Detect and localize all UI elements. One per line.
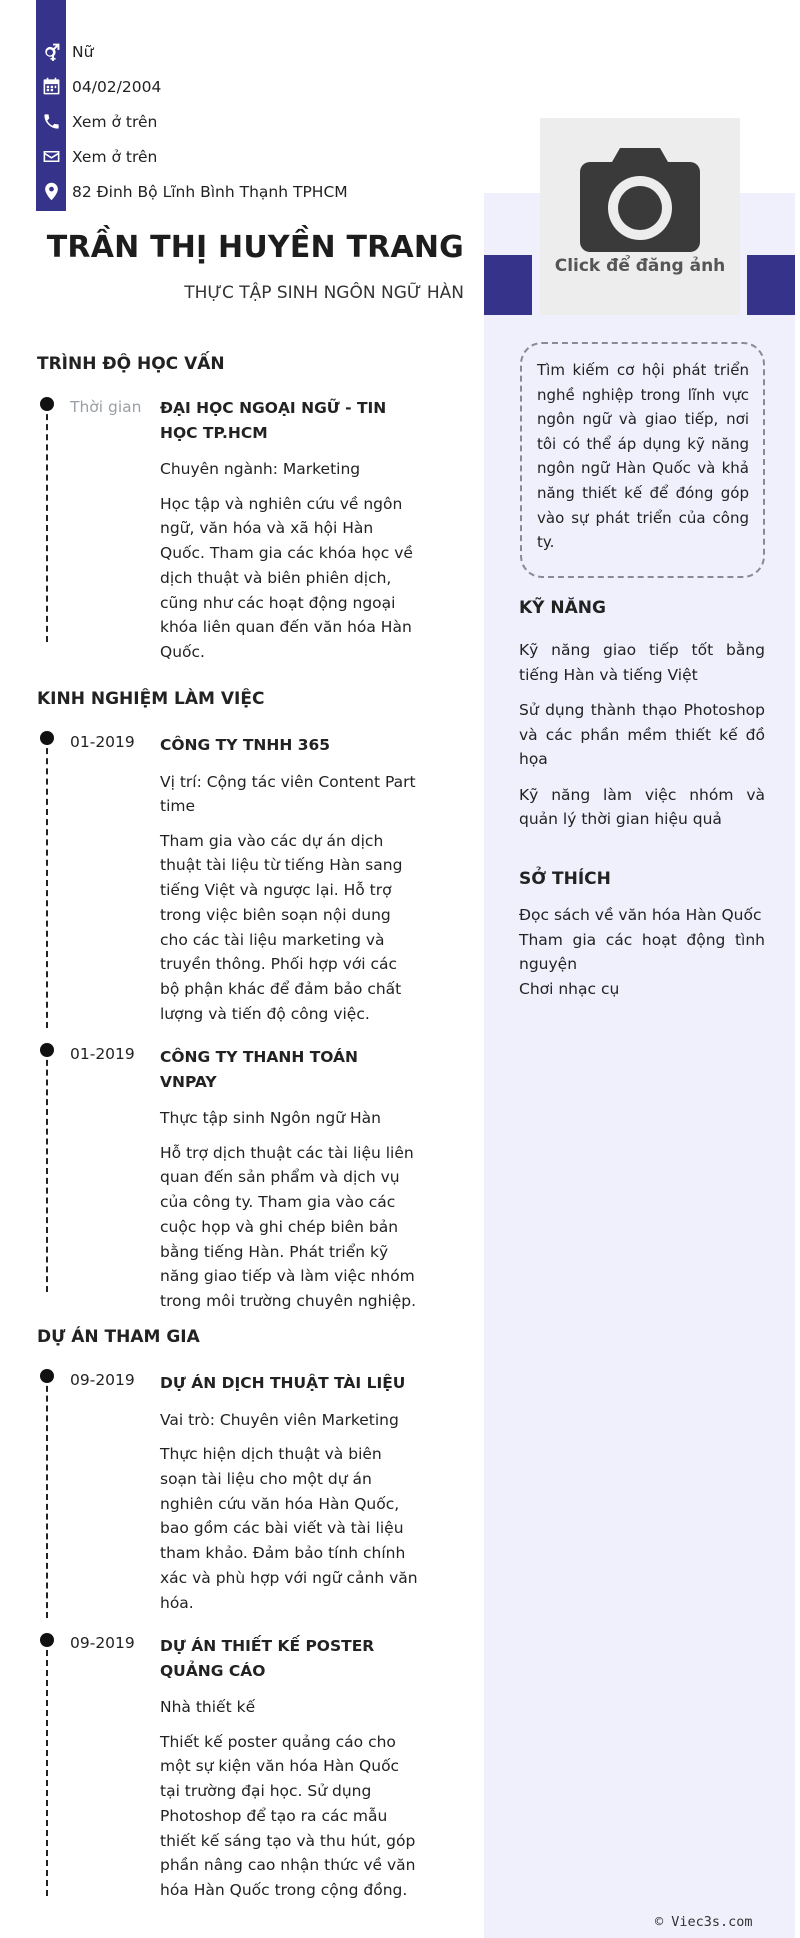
entry-organization: DỰ ÁN DỊCH THUẬT TÀI LIỆU	[160, 1374, 406, 1392]
gender-icon	[36, 34, 66, 69]
candidate-name: TRẦN THỊ HUYỀN TRANG	[46, 230, 464, 265]
contact-address	[36, 174, 348, 209]
photo-upload-caption: Click để đăng ảnh	[554, 256, 726, 276]
entry-role: Thực tập sinh Ngôn ngữ Hàn	[160, 1109, 381, 1127]
contact-birthday	[36, 69, 348, 104]
projects-timeline-line	[46, 1376, 48, 1618]
hobby-item: Chơi nhạc cụ	[519, 979, 620, 998]
entry-role: Nhà thiết kế	[160, 1698, 256, 1716]
birthday-value: 04/02/2004	[72, 77, 162, 96]
email-value: Xem ở trên	[72, 147, 158, 166]
projects-heading: DỰ ÁN THAM GIA	[37, 1327, 200, 1347]
hobbies-heading: SỞ THÍCH	[519, 869, 611, 889]
contact-list	[36, 34, 348, 209]
project-date: 09-2019	[70, 1634, 135, 1652]
calendar-icon	[36, 69, 66, 104]
experience-entry	[160, 1045, 418, 1314]
project-entry	[160, 1634, 418, 1903]
entry-role: Vị trí: Cộng tác viên Content Part time	[160, 772, 416, 815]
entry-organization: ĐẠI HỌC NGOẠI NGỮ - TIN HỌC TP.HCM	[160, 399, 387, 442]
copyright-footer: © Viec3s.com	[655, 1914, 753, 1930]
timeline-dot	[40, 731, 54, 745]
skill-item: Kỹ năng làm việc nhóm và quản lý thời gian hiệu quả	[519, 785, 765, 828]
phone-icon	[36, 104, 66, 139]
contact-gender	[36, 34, 348, 69]
skills-list	[519, 638, 765, 843]
entry-description: Thiết kế poster quảng cáo cho một sự kiện văn hóa Hàn Quốc tại trường đại học. Sử dụng Photoshop để tạo ra các mẫu thiết kế sáng tạo và thu hút, góp phần nâng cao nhận thức về văn hóa Hàn Quốc trong cộng đồng.	[160, 1732, 416, 1900]
photo-upload-button[interactable]	[540, 118, 740, 315]
skill-item: Kỹ năng giao tiếp tốt bằng tiếng Hàn và tiếng Việt	[519, 641, 765, 684]
entry-organization: CÔNG TY THANH TOÁN VNPAY	[160, 1048, 359, 1091]
education-entry	[160, 396, 418, 665]
project-entry	[160, 1371, 418, 1616]
experience-date: 01-2019	[70, 733, 135, 751]
entry-description: Thực hiện dịch thuật và biên soạn tài liệu cho một dự án nghiên cứu văn hóa Hàn Quốc, bao gồm các bài viết và tài liệu tham khảo. Đảm bảo tính chính xác và phù hợp với ngữ cảnh văn hóa.	[160, 1445, 418, 1612]
contact-phone	[36, 104, 348, 139]
education-date: Thời gian	[70, 398, 142, 416]
experience-timeline-line	[46, 1050, 48, 1292]
experience-timeline-line	[46, 738, 48, 1028]
phone-value: Xem ở trên	[72, 112, 158, 131]
entry-description: Học tập và nghiên cứu về ngôn ngữ, văn hóa và xã hội Hàn Quốc. Tham gia các khóa học về dịch thuật và biên phiên dịch, cũng như các hoạt động ngoại khóa liên quan đến văn hóa Hàn Quốc.	[160, 494, 413, 662]
experience-entry	[160, 733, 418, 1027]
timeline-dot	[40, 1369, 54, 1383]
experience-date: 01-2019	[70, 1045, 135, 1063]
address-value: 82 Đinh Bộ Lĩnh Bình Thạnh TPHCM	[72, 182, 348, 201]
contact-email	[36, 139, 348, 174]
timeline-dot	[40, 1633, 54, 1647]
timeline-dot	[40, 1043, 54, 1057]
experience-heading: KINH NGHIỆM LÀM VIỆC	[37, 689, 265, 709]
camera-icon	[580, 146, 700, 252]
education-timeline-line	[46, 404, 48, 642]
entry-description: Hỗ trợ dịch thuật các tài liệu liên quan đến sản phẩm và dịch vụ của công ty. Tham gia vào các cuộc họp và ghi chép biên bản bằng tiếng Hàn. Phát triển kỹ năng giao tiếp và làm việc nhóm trong môi trường chuyên nghiệp.	[160, 1143, 417, 1311]
education-heading: TRÌNH ĐỘ HỌC VẤN	[37, 354, 225, 374]
gender-value: Nữ	[72, 42, 94, 61]
hobby-item: Đọc sách về văn hóa Hàn Quốc	[519, 906, 762, 924]
mail-icon	[36, 139, 66, 174]
projects-timeline-line	[46, 1640, 48, 1896]
project-date: 09-2019	[70, 1371, 135, 1389]
entry-organization: CÔNG TY TNHH 365	[160, 736, 331, 754]
timeline-dot	[40, 397, 54, 411]
career-objective: Tìm kiếm cơ hội phát triển nghề nghiệp trong lĩnh vực ngôn ngữ và giao tiếp, nơi tôi có thể áp dụng kỹ năng ngôn ngữ Hàn Quốc và khả năng thiết kế để đóng góp vào sự phát triển của công ty.	[520, 342, 765, 578]
entry-organization: DỰ ÁN THIẾT KẾ POSTER QUẢNG CÁO	[160, 1637, 375, 1680]
accent-block-right	[747, 255, 795, 315]
entry-role: Chuyên ngành: Marketing	[160, 460, 361, 478]
candidate-title: THỰC TẬP SINH NGÔN NGỮ HÀN	[184, 283, 464, 303]
skills-heading: KỸ NĂNG	[519, 598, 606, 618]
hobby-item: Tham gia các hoạt động tình nguyện	[519, 930, 765, 973]
hobbies-list	[519, 903, 765, 1001]
skill-item: Sử dụng thành thạo Photoshop và các phần mềm thiết kế đồ họa	[519, 701, 765, 768]
location-pin-icon	[36, 174, 66, 209]
entry-role: Vai trò: Chuyên viên Marketing	[160, 1410, 399, 1429]
accent-block-left	[484, 255, 532, 315]
entry-description: Tham gia vào các dự án dịch thuật tài liệu từ tiếng Hàn sang tiếng Việt và ngược lại. Hỗ trợ trong việc biên soạn nội dung cho các tài liệu marketing và truyền thông. Phối hợp với các bộ phận khác để đảm bảo chất lượng và tiến độ công việc.	[160, 831, 403, 1024]
